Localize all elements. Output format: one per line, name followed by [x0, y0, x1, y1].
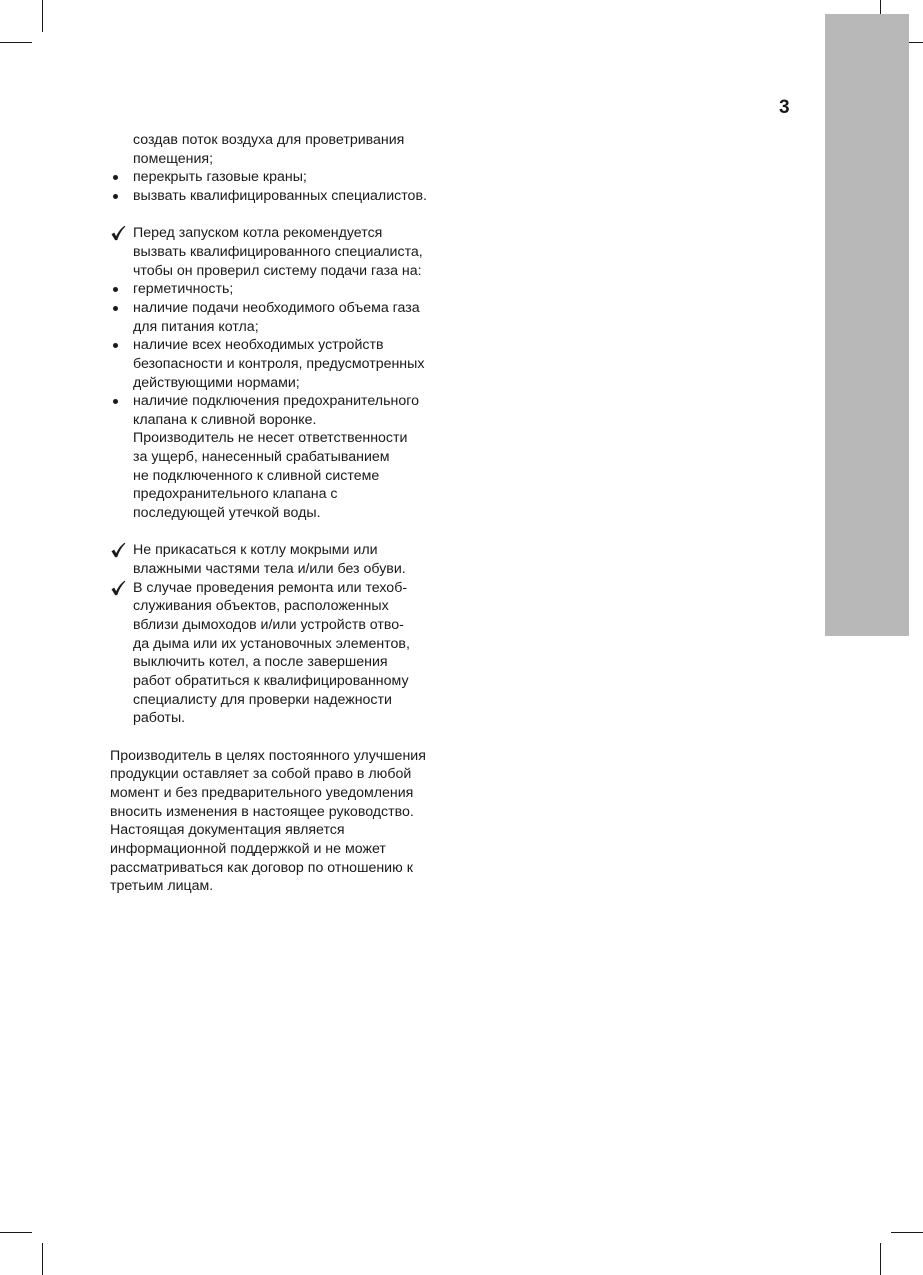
check-item: [110, 579, 455, 728]
intro-continuation: [110, 131, 455, 168]
text-line: рассматриваться как договор по отношению к: [110, 859, 413, 876]
checkmark-icon: [110, 225, 126, 241]
list-item: [110, 280, 455, 299]
spacer: [110, 728, 455, 747]
text-line: В случае проведения ремонта или техоб-: [133, 579, 408, 596]
bullet-dot-icon: [113, 287, 118, 292]
text-line: да дыма или их установочных элементов,: [133, 635, 410, 652]
crop-mark: [42, 1243, 43, 1275]
text-line: клапана к сливной воронке.: [133, 411, 317, 428]
checkmark-icon: [110, 542, 126, 558]
text-line: работы.: [133, 710, 186, 727]
text-line: момент и без предварительного уведомления: [110, 784, 414, 801]
text-line: создав поток воздуха для проветривания: [133, 132, 405, 148]
spacer: [110, 206, 455, 225]
text-line: последующей утечкой воды.: [133, 505, 321, 522]
bullet-dot-icon: [113, 399, 118, 404]
text-line: влажными частями тела и/или без обуви.: [133, 561, 406, 578]
text-line: третьим лицам.: [110, 878, 214, 895]
crop-mark: [0, 1232, 32, 1233]
list-item: [110, 168, 455, 187]
text-line: Не прикасаться к котлу мокрыми или: [133, 542, 378, 559]
bullet-dot-icon: [113, 194, 118, 199]
text-line: выключить котел, а после завершения: [133, 654, 388, 671]
text-line: вносить изменения в настоящее руководство.: [110, 803, 414, 820]
text-line: информационной поддержкой и не может: [110, 840, 386, 857]
crop-mark: [891, 1232, 923, 1233]
text-line: вызвать квалифицированного специалиста,: [133, 243, 423, 260]
text-line: Производитель в целях постоянного улучшения: [110, 747, 426, 764]
text-line: безопасности и контроля, предусмотренных: [133, 355, 425, 372]
text-line: продукции оставляет за собой право в любой: [110, 766, 412, 783]
disclaimer-paragraph: [110, 747, 455, 896]
crop-mark: [880, 1243, 881, 1275]
text-line: для питания котла;: [133, 318, 259, 335]
text-line: вызвать квалифицированных специалистов.: [133, 187, 427, 204]
text-line: перекрыть газовые краны;: [133, 169, 307, 186]
check-item: [110, 541, 455, 578]
page-number: 3: [779, 97, 790, 118]
text-line: вблизи дымоходов и/или устройств отво-: [133, 617, 404, 634]
list-item: [110, 392, 455, 523]
page-content: [110, 131, 455, 896]
text-line: наличие подачи необходимого объема газа: [133, 299, 420, 316]
list-item: [110, 187, 455, 206]
text-line: Перед запуском котла рекомендуется: [133, 225, 383, 242]
text-line: наличие подключения предохранительного: [133, 393, 419, 410]
check-item: [110, 224, 455, 280]
text-line: помещения;: [133, 150, 214, 167]
text-line: не подключенного к сливной системе: [133, 467, 380, 484]
crop-mark: [0, 42, 32, 43]
bullet-dot-icon: [113, 175, 118, 180]
bullet-dot-icon: [113, 343, 118, 348]
side-tab: [825, 14, 909, 636]
list-item: [110, 299, 455, 336]
text-line: наличие всех необходимых устройств: [133, 337, 384, 354]
text-line: работ обратиться к квалифицированному: [133, 673, 409, 689]
text-line: герметичность;: [133, 281, 234, 298]
text-line: Производитель не несет ответственности: [133, 430, 408, 447]
text-line: специалисту для проверки надежности: [133, 691, 392, 708]
text-line: служивания объектов, расположенных: [133, 598, 389, 615]
text-line: за ущерб, нанесенный срабатыванием: [133, 449, 390, 466]
text-line: Настоящая документация является: [110, 822, 345, 839]
text-line: чтобы он проверил систему подачи газа на:: [133, 262, 422, 279]
bullet-dot-icon: [113, 306, 118, 311]
crop-mark: [42, 0, 43, 32]
text-line: предохранительного клапана с: [133, 486, 338, 503]
text-line: действующими нормами;: [133, 374, 300, 391]
checkmark-icon: [110, 580, 126, 596]
spacer: [110, 523, 455, 542]
list-item: [110, 336, 455, 392]
